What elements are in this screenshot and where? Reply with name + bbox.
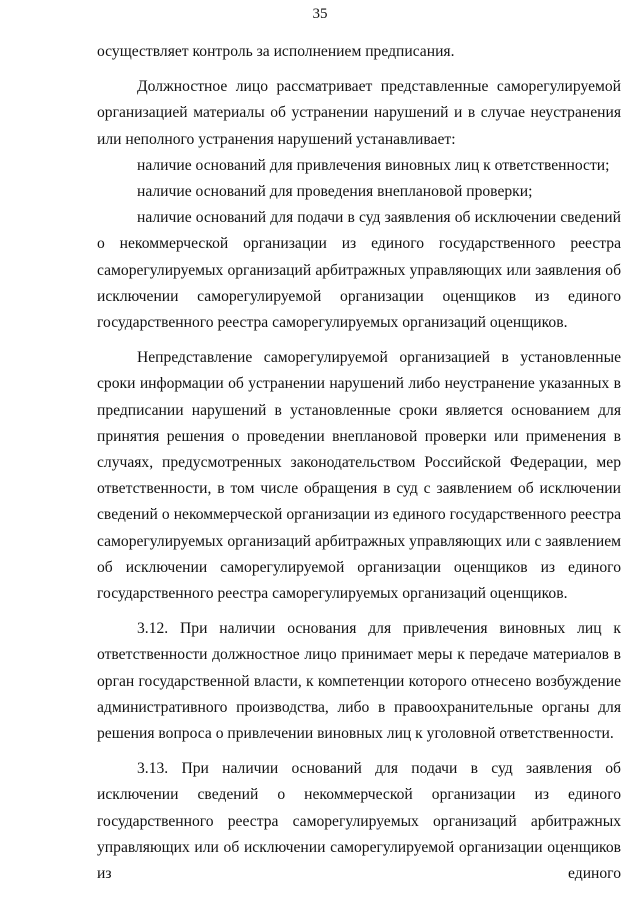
document-body bbox=[97, 39, 621, 887]
paragraph-official-review: Должностное лицо рассматривает представленные саморегулируемой организацией материалы об устранении нарушений и в случае неустранения или неполного устранения нарушений устанавливает: bbox=[97, 78, 621, 148]
paragraph-continuation: осуществляет контроль за исполнением предписания. bbox=[97, 43, 455, 60]
page-number: 35 bbox=[312, 6, 328, 22]
paragraph-item-court: наличие оснований для подачи в суд заявления об исключении сведений о некоммерческой организации из единого государственного реестра саморегулируемых организаций арбитражных управляющих или заявления об исключении саморегулируемой организации оценщиков из единого государственного реестра саморегулируемых организаций оценщиков. bbox=[97, 209, 621, 332]
paragraph-item-liability: наличие оснований для привлечения виновных лиц к ответственности; bbox=[137, 156, 610, 174]
paragraph-non-submission: Непредставление саморегулируемой организацией в установленные сроки информации об устранении нарушений либо неустранение указанных в предписании нарушений в установленные сроки является основанием для принятия решения о проведении внеплановой проверки или применения в случаях, предусмотренных законодательством Российской Федерации, мер ответственности, в том числе обращения в суд с заявлением об исключении сведений о некоммерческой организации из единого государственного реестра саморегулируемых организаций арбитражных управляющих или с заявлением об исключении саморегулируемой организации оценщиков из единого государственного реестра саморегулируемых организаций оценщиков. bbox=[97, 349, 621, 603]
paragraph-item-inspection: наличие оснований для проведения внеплановой проверки; bbox=[137, 183, 533, 201]
paragraph-3-12: 3.12. При наличии основания для привлечения виновных лиц к ответственности должностное лицо принимает меры к передаче материалов в орган государственной власти, к компетенции которого отнесено возбуждение административного производства, либо в правоохранительные органы для решения вопроса о привлечении виновных лиц к уголовной ответственности. bbox=[97, 620, 621, 743]
paragraph-3-13: 3.13. При наличии оснований для подачи в суд заявления об исключении сведений о некоммерческой организации из единого государственного реестра саморегулируемых организаций арбитражных управляющих или об исключении саморегулируемой организации оценщиков из единого bbox=[97, 760, 621, 883]
